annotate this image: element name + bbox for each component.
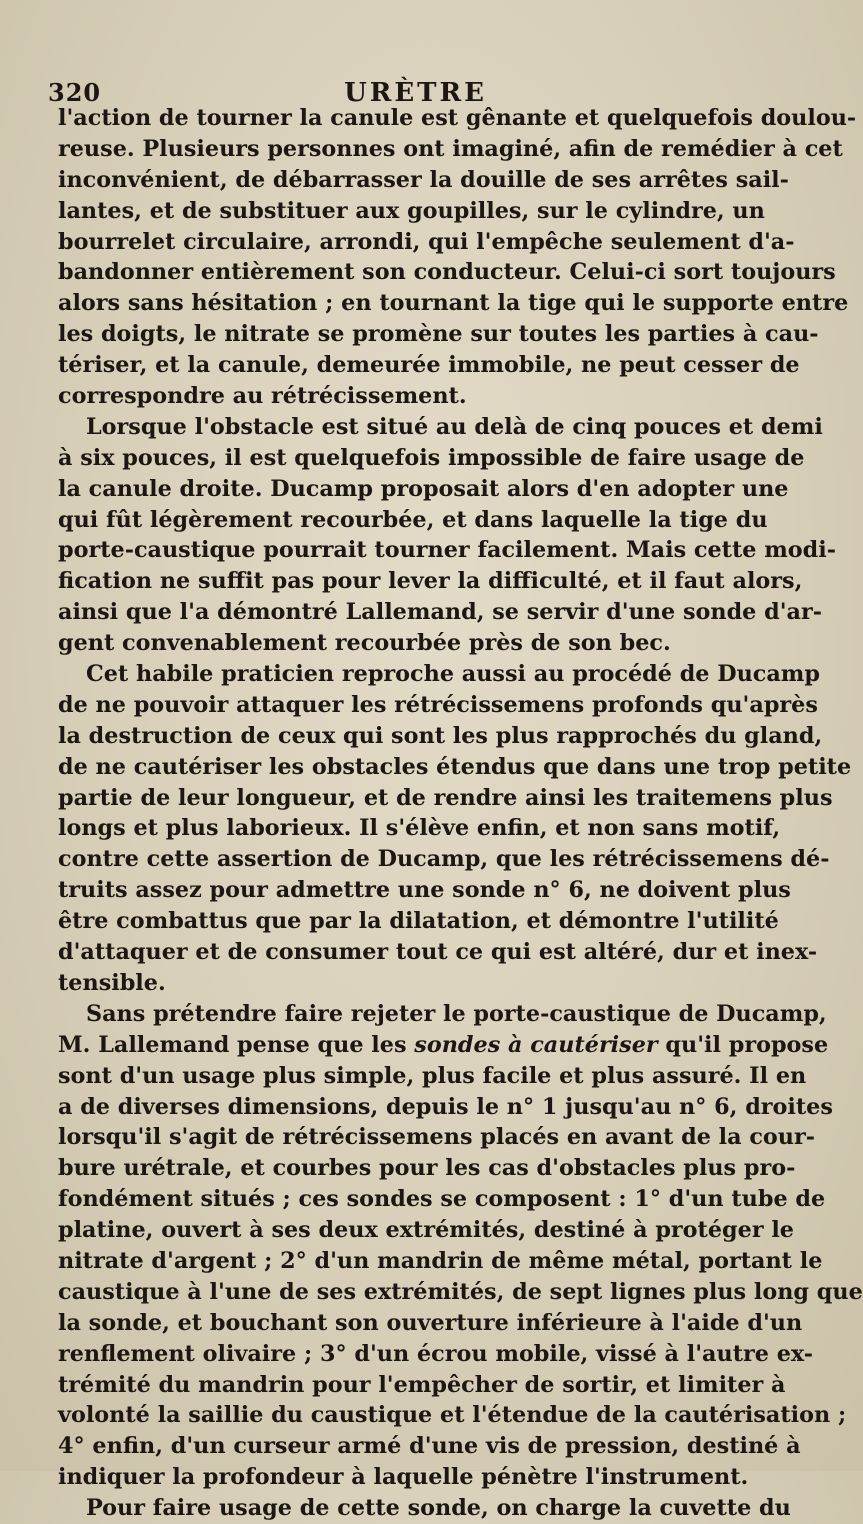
text-line: lorsqu'il s'agit de rétrécissemens placés en avant de la cour- <box>58 1124 816 1151</box>
text-line: fondément situés ; ces sondes se composent : 1° d'un tube de <box>58 1186 826 1213</box>
text-line: caustique à l'une de ses extrémités, de sept lignes plus long que <box>58 1278 863 1305</box>
text-line: volonté la saillie du caustique et l'étendue de la cautérisation ; <box>58 1402 847 1429</box>
text-line: fication ne suffit pas pour lever la difficulté, et il faut alors, <box>58 568 803 595</box>
text-line: bourrelet circulaire, arrondi, qui l'empêche seulement d'a- <box>58 228 795 255</box>
text-line: correspondre au rétrécissement. <box>58 383 467 410</box>
text-line: porte-caustique pourrait tourner facilement. Mais cette modi- <box>58 537 836 564</box>
text-line: reuse. Plusieurs personnes ont imaginé, afin de remédier à cet <box>58 135 843 162</box>
text-line: nitrate d'argent ; 2° d'un mandrin de même métal, portant le <box>58 1247 823 1274</box>
text-line: les doigts, le nitrate se promène sur toutes les parties à cau- <box>58 321 819 348</box>
page-number: 320 <box>48 78 102 107</box>
text-line: Cet habile praticien reproche aussi au procédé de Ducamp <box>86 661 820 688</box>
text-line: trémité du mandrin pour l'empêcher de sortir, et limiter à <box>58 1371 786 1398</box>
text-line: d'attaquer et de consumer tout ce qui est altéré, dur et inex- <box>58 939 818 966</box>
text-line: qui fût légèrement recourbée, et dans laquelle la tige du <box>58 506 768 533</box>
body-text <box>58 103 863 1524</box>
text-line: la canule droite. Ducamp proposait alors d'en adopter une <box>58 475 789 502</box>
text-line: inconvénient, de débarrasser la douille de ses arrêtes sail- <box>58 166 789 193</box>
text-line: longs et plus laborieux. Il s'élève enfin, et non sans motif, <box>58 815 781 842</box>
text-line: platine, ouvert à ses deux extrémités, destiné à protéger le <box>58 1217 794 1244</box>
text-line: à six pouces, il est quelquefois impossible de faire usage de <box>58 444 805 471</box>
text-line: tériser, et la canule, demeurée immobile, ne peut cesser de <box>58 352 800 379</box>
text-line: truits assez pour admettre une sonde n° 6, ne doivent plus <box>58 877 791 904</box>
text-line: Lorsque l'obstacle est situé au delà de cinq pouces et demi <box>86 413 823 440</box>
text-line: renflement olivaire ; 3° d'un écrou mobile, vissé à l'autre ex- <box>58 1340 814 1367</box>
text-line: ainsi que l'a démontré Lallemand, se servir d'une sonde d'ar- <box>58 599 822 626</box>
text-line: la sonde, et bouchant son ouverture inférieure à l'aide d'un <box>58 1309 803 1336</box>
text-line: bandonner entièrement son conducteur. Celui-ci sort toujours <box>58 259 836 286</box>
text-line: de ne pouvoir attaquer les rétrécissemens profonds qu'après <box>58 691 818 718</box>
text-line: la destruction de ceux qui sont les plus rapprochés du gland, <box>58 722 823 749</box>
text-line: gent convenablement recourbée près de son bec. <box>58 630 671 657</box>
text-line: contre cette assertion de Ducamp, que les rétrécissemens dé- <box>58 846 830 873</box>
text-line: lantes, et de substituer aux goupilles, sur le cylindre, un <box>58 197 765 224</box>
text-line: partie de leur longueur, et de rendre ainsi les traitemens plus <box>58 784 833 811</box>
text-line: alors sans hésitation ; en tournant la tige qui le supporte entre <box>58 290 849 317</box>
text-line: sont d'un usage plus simple, plus facile et plus assuré. Il en <box>58 1062 807 1089</box>
text-line: M. Lallemand pense que les sondes à cautériser qu'il propose <box>58 1031 829 1058</box>
text-line: être combattus que par la dilatation, et démontre l'utilité <box>58 908 779 935</box>
text-line: Pour faire usage de cette sonde, on charge la cuvette du <box>86 1495 791 1522</box>
running-title: URÈTRE <box>344 78 487 108</box>
text-line: Sans prétendre faire rejeter le porte-caustique de Ducamp, <box>86 1000 827 1027</box>
italic-term: sondes à cautériser <box>414 1031 658 1058</box>
text-line: l'action de tourner la canule est gênante et quelquefois doulou- <box>58 105 857 131</box>
text-line: tensible. <box>58 969 166 996</box>
text-line: 4° enfin, d'un curseur armé d'une vis de pression, destiné à <box>58 1433 801 1460</box>
text-line: bure urétrale, et courbes pour les cas d'obstacles plus pro- <box>58 1155 796 1182</box>
text-line: de ne cautériser les obstacles étendus que dans une trop petite <box>58 753 852 780</box>
text-line: a de diverses dimensions, depuis le n° 1 jusqu'au n° 6, droites <box>58 1093 833 1120</box>
text-line: indiquer la profondeur à laquelle pénètre l'instrument. <box>58 1464 749 1491</box>
